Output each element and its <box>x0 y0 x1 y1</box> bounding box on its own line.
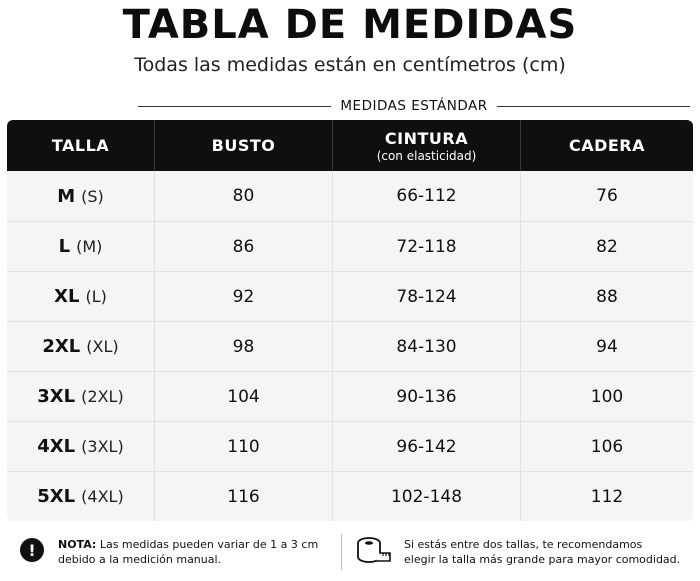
cell-cintura: 84-130 <box>333 322 521 371</box>
cell-cadera: 82 <box>596 236 618 257</box>
size-alt-label: (3XL) <box>81 437 124 456</box>
cell-busto: 86 <box>155 222 333 271</box>
cell-talla <box>7 171 155 221</box>
cell-cadera: 88 <box>596 286 618 307</box>
size-label: L <box>58 236 71 257</box>
section-line-right <box>497 106 690 107</box>
size-alt-label: (L) <box>85 287 107 306</box>
table-row <box>7 471 693 521</box>
cell-cadera: 106 <box>590 436 624 457</box>
cell-busto: 80 <box>155 171 333 221</box>
note-label: NOTA: <box>58 538 97 551</box>
note-text <box>58 537 338 567</box>
cell-talla <box>7 472 155 521</box>
page-title: TABLA DE MEDIDAS <box>122 2 578 48</box>
size-label: 2XL <box>42 336 81 357</box>
tip-text <box>404 537 694 567</box>
table-row <box>7 321 693 371</box>
footer-divider <box>341 534 342 570</box>
cell-cintura: 96-142 <box>333 422 521 471</box>
cell-cadera: 100 <box>590 386 624 407</box>
size-alt-label: (2XL) <box>81 387 124 406</box>
cell-talla <box>7 422 155 471</box>
cell-cintura: 72-118 <box>333 222 521 271</box>
cell-busto: 92 <box>155 272 333 321</box>
tip-line1: Si estás entre dos tallas, te recomendamos <box>404 538 643 551</box>
size-label: 5XL <box>37 486 76 507</box>
section-label: MEDIDAS ESTÁNDAR <box>340 98 488 114</box>
cell-cintura: 90-136 <box>333 372 521 421</box>
size-label: XL <box>54 286 80 307</box>
size-alt-label: (S) <box>81 186 104 206</box>
header-label: BUSTO <box>211 136 276 155</box>
size-label: 3XL <box>37 386 76 407</box>
section-header <box>138 96 690 116</box>
cell-busto: 116 <box>155 472 333 521</box>
table-row <box>7 371 693 421</box>
header-label: CADERA <box>568 136 646 155</box>
measuring-tape-icon <box>356 535 392 567</box>
size-alt-label: (XL) <box>86 337 119 356</box>
cell-talla <box>7 272 155 321</box>
cell-busto: 110 <box>155 422 333 471</box>
cell-talla <box>7 222 155 271</box>
cell-busto: 98 <box>155 322 333 371</box>
size-table <box>7 120 693 521</box>
exclamation-icon: ! <box>20 538 44 562</box>
cell-cintura: 66-112 <box>333 171 521 221</box>
table-row <box>7 171 693 221</box>
footer <box>0 530 700 576</box>
tip-line2: elegir la talla más grande para mayor comodidad. <box>404 553 681 566</box>
header-sublabel: (con elasticidad) <box>376 148 477 163</box>
header-cadera <box>521 120 693 171</box>
size-alt-label: (4XL) <box>81 487 124 506</box>
cell-cintura: 102-148 <box>333 472 521 521</box>
header-busto <box>155 120 333 171</box>
table-header <box>7 120 693 171</box>
cell-cintura: 78-124 <box>333 272 521 321</box>
header-talla <box>7 120 155 171</box>
cell-talla <box>7 322 155 371</box>
cell-talla <box>7 372 155 421</box>
note-line2: debido a la medición manual. <box>58 553 222 566</box>
header-cintura <box>333 120 521 171</box>
table-row <box>7 221 693 271</box>
page-subtitle: Todas las medidas están en centímetros (cm) <box>134 54 566 76</box>
table-body <box>7 171 693 521</box>
note-line1: Las medidas pueden variar de 1 a 3 cm <box>99 538 319 551</box>
header-label: CINTURA <box>384 128 469 148</box>
size-label: M <box>57 185 76 207</box>
size-alt-label: (M) <box>76 237 103 256</box>
cell-busto: 104 <box>155 372 333 421</box>
cell-cadera: 76 <box>596 186 618 206</box>
section-line-left <box>138 106 331 107</box>
header-label: TALLA <box>51 136 110 155</box>
size-label: 4XL <box>37 436 76 457</box>
table-row <box>7 421 693 471</box>
table-row <box>7 271 693 321</box>
cell-cadera: 94 <box>596 336 618 357</box>
cell-cadera: 112 <box>590 486 624 507</box>
